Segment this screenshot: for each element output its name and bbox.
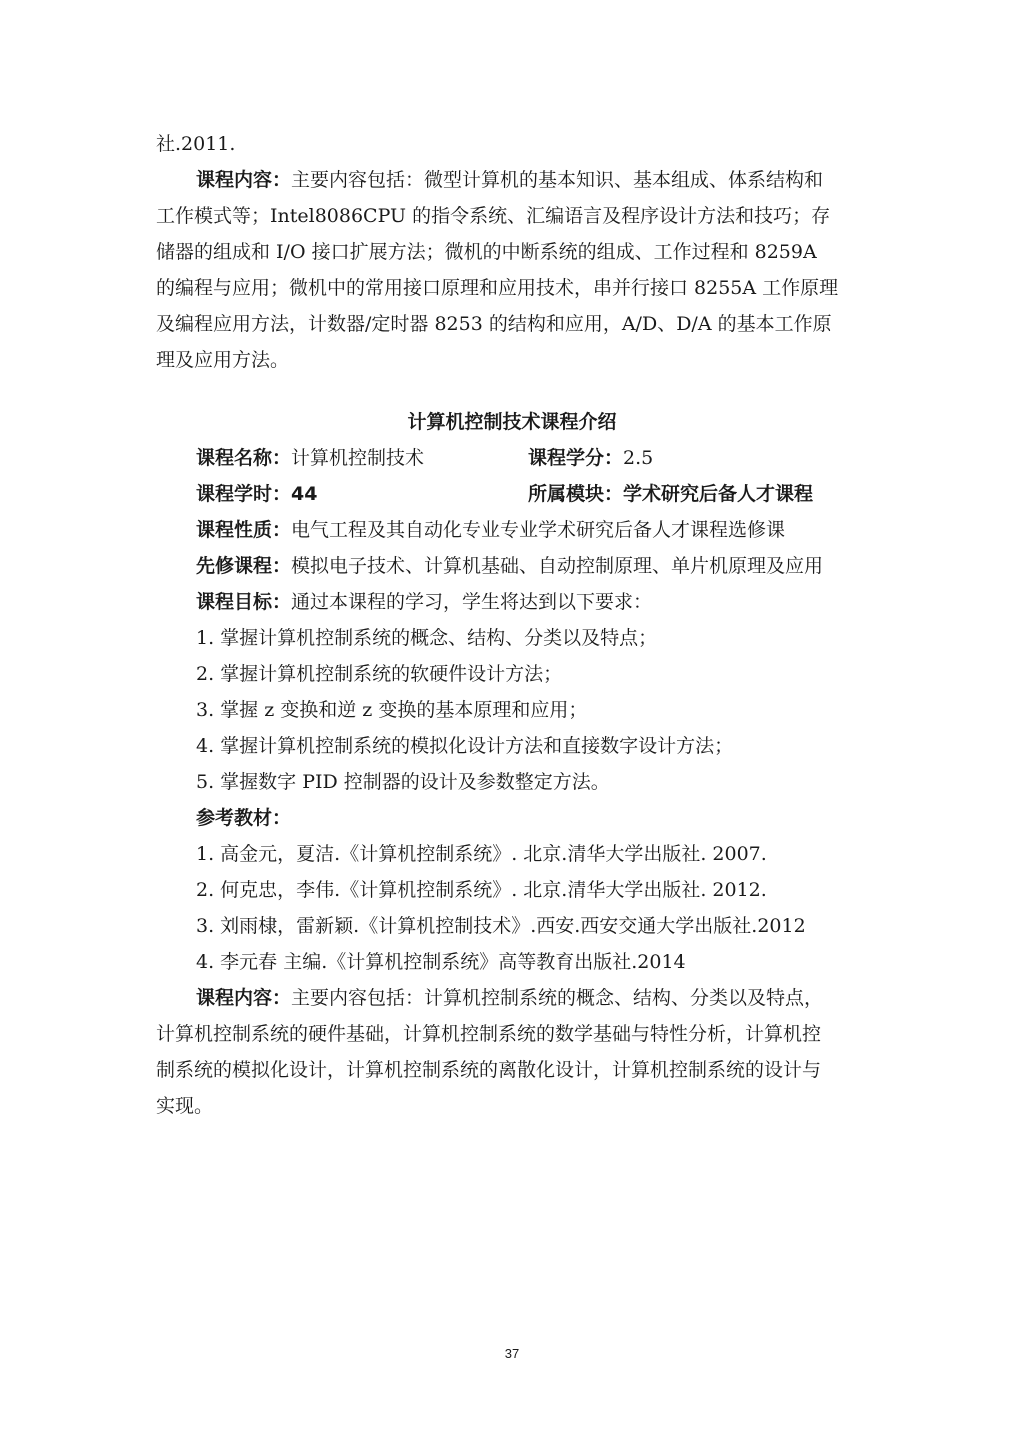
goal-item: 5. 掌握数字 PID 控制器的设计及参数整定方法。 — [196, 771, 610, 793]
references-label: 参考教材： — [196, 807, 292, 829]
content-text: 主要内容包括：计算机控制系统的概念、结构、分类以及特点， — [291, 987, 824, 1009]
reference-item: 1. 高金元，夏洁.《计算机控制系统》. 北京.清华大学出版社. 2007. — [196, 843, 767, 865]
page-number: 37 — [504, 1346, 520, 1361]
content-line: 及编程应用方法，计数器/定时器 8253 的结构和应用，A/D、D/A 的基本工作原 — [156, 313, 832, 335]
course-module — [528, 482, 813, 506]
prerequisite-value: 模拟电子技术、计算机基础、自动控制原理、单片机原理及应用 — [291, 555, 824, 577]
content-line: 实现。 — [156, 1095, 214, 1117]
course-credit-value: 2.5 — [623, 447, 654, 469]
content-paragraph-2-first-line — [196, 986, 912, 1010]
course-module-value: 学术研究后备人才课程 — [623, 483, 814, 505]
course-goal-row — [196, 590, 912, 614]
goal-item: 4. 掌握计算机控制系统的模拟化设计方法和直接数字设计方法； — [196, 735, 734, 757]
top-fragment: 社.2011. — [156, 133, 236, 155]
course-hours-label: 课程学时： — [196, 483, 292, 505]
course-name-label: 课程名称： — [196, 447, 292, 469]
content-line: 的编程与应用；微机中的常用接口原理和应用技术，串并行接口 8255A 工作原理 — [156, 277, 839, 299]
content-line: 储器的组成和 I/O 接口扩展方法；微机的中断系统的组成、工作过程和 8259A — [156, 241, 817, 263]
content-label: 课程内容： — [196, 169, 292, 191]
course-credit-label: 课程学分： — [528, 447, 624, 469]
prerequisite-label: 先修课程： — [196, 555, 292, 577]
content-label: 课程内容： — [196, 987, 292, 1009]
goal-item: 2. 掌握计算机控制系统的软硬件设计方法； — [196, 663, 563, 685]
course-hours-value: 44 — [291, 483, 318, 505]
content-line: 工作模式等；Intel8086CPU 的指令系统、汇编语言及程序设计方法和技巧；存 — [156, 205, 831, 227]
goal-item: 1. 掌握计算机控制系统的概念、结构、分类以及特点； — [196, 627, 658, 649]
content-paragraph-1-first-line — [196, 168, 912, 192]
reference-item: 4. 李元春 主编.《计算机控制系统》高等教育出版社.2014 — [196, 951, 686, 973]
course-name-value: 计算机控制技术 — [291, 447, 425, 469]
course-goal-label: 课程目标： — [196, 591, 292, 613]
reference-item: 2. 何克忠，李伟.《计算机控制系统》. 北京.清华大学出版社. 2012. — [196, 879, 767, 901]
content-line: 计算机控制系统的硬件基础，计算机控制系统的数学基础与特性分析，计算机控 — [156, 1023, 822, 1045]
course-name-row — [196, 446, 912, 470]
course-nature-value: 电气工程及其自动化专业专业学术研究后备人才课程选修课 — [291, 519, 786, 541]
reference-item: 3. 刘雨棣，雷新颖.《计算机控制技术》.西安.西安交通大学出版社.2012 — [196, 915, 806, 937]
course-module-label: 所属模块： — [528, 483, 624, 505]
course-hours-row — [196, 482, 912, 506]
goal-item: 3. 掌握 z 变换和逆 z 变换的基本原理和应用； — [196, 699, 588, 721]
course-credit — [528, 446, 653, 470]
course-nature-label: 课程性质： — [196, 519, 292, 541]
content-text: 主要内容包括：微型计算机的基本知识、基本组成、体系结构和 — [291, 169, 824, 191]
section-title: 计算机控制技术课程介绍 — [407, 411, 617, 433]
course-nature-row — [196, 518, 912, 542]
content-line: 理及应用方法。 — [156, 349, 290, 371]
course-goal-value: 通过本课程的学习，学生将达到以下要求： — [291, 591, 653, 613]
prerequisite-row — [196, 554, 912, 578]
content-line: 制系统的模拟化设计，计算机控制系统的离散化设计，计算机控制系统的设计与 — [156, 1059, 822, 1081]
